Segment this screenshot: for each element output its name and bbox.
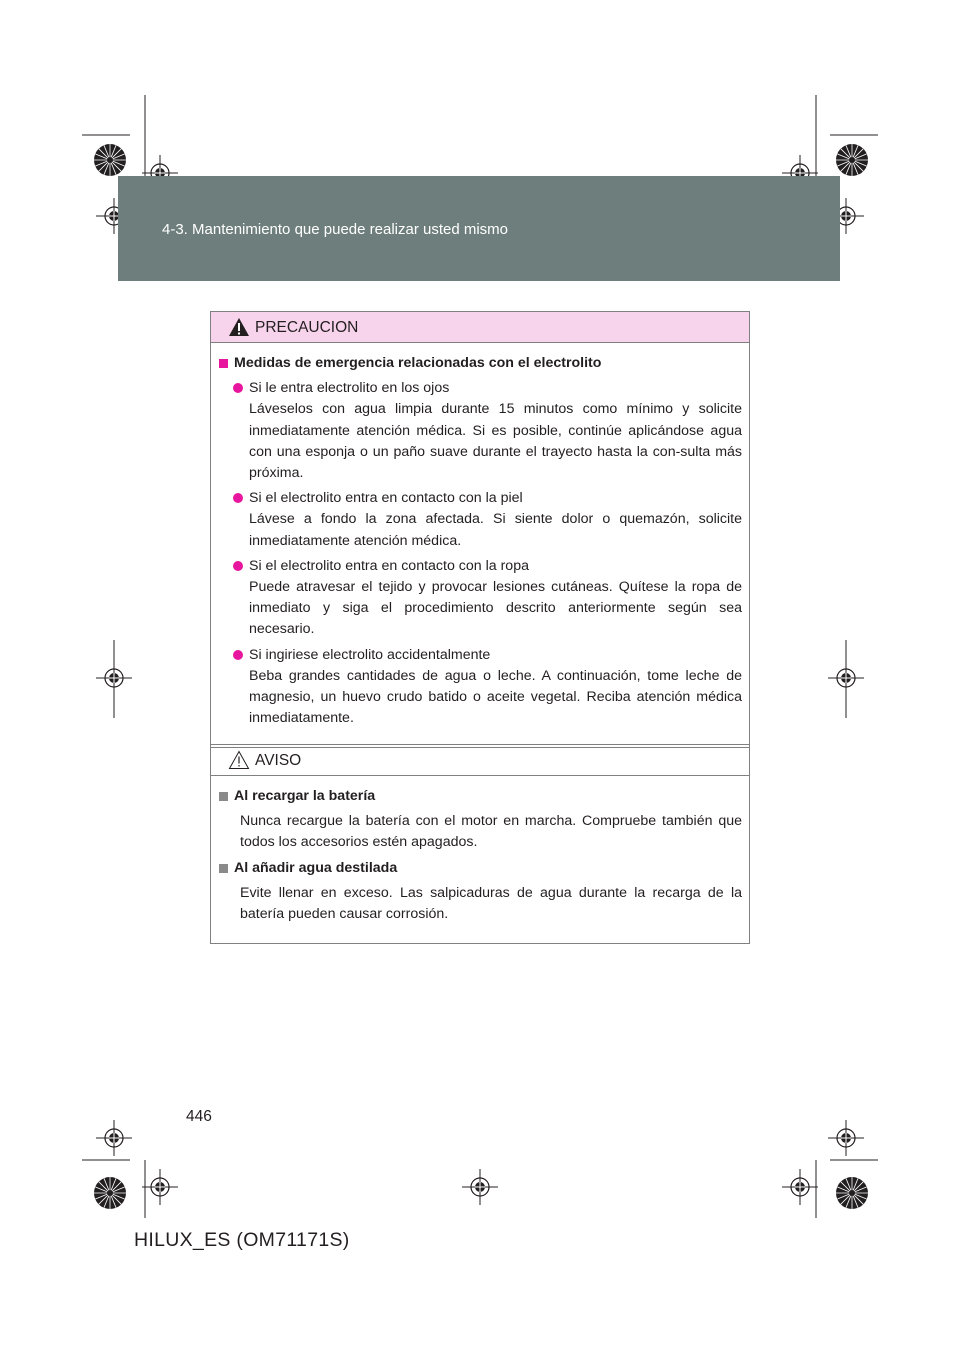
page-number: 446	[186, 1108, 212, 1125]
caution-section-heading: Medidas de emergencia relacionadas con el electrolito	[219, 353, 742, 374]
warning-triangle-filled-icon	[228, 317, 250, 337]
square-bullet-icon	[219, 864, 228, 873]
notice-box	[210, 744, 750, 944]
list-item-text: Puede atravesar el tejido y provocar lesiones cutáneas. Quítese la ropa de inmediato y siga el procedimiento descrito anteriormente según sea necesario.	[249, 579, 742, 638]
warning-triangle-outline-icon	[228, 750, 250, 770]
bullet-icon	[233, 561, 243, 571]
caution-box	[210, 311, 750, 748]
list-item-title: Si ingiriese electrolito accidentalmente	[249, 646, 491, 663]
notice-section-heading: Al añadir agua destilada	[219, 858, 742, 879]
book-info-stamp: HILUX_ES.book Page 446 Wednesday, March 23, 2011 4:15 PM	[182, 166, 497, 176]
list-item-text: Láveselos con agua limpia durante 15 minutos como mínimo y solicite inmediatamente atención médica. Si es posible, continúe aplicándose agua con una esponja o un paño suave durante el trayecto hasta la con-sulta más próxima.	[249, 401, 742, 482]
list-item	[233, 645, 742, 730]
square-bullet-icon	[219, 359, 228, 368]
caution-title: PRECAUCION	[255, 319, 359, 336]
notice-section-text: Nunca recargue la batería con el motor en marcha. Compruebe también que todos los accesorios estén apagados.	[240, 813, 742, 851]
notice-title: AVISO	[255, 752, 302, 769]
caution-box-header	[211, 312, 749, 343]
list-item	[233, 556, 742, 641]
list-item	[233, 378, 742, 484]
list-item-title: Si el electrolito entra en contacto con la piel	[249, 490, 523, 507]
section-title: 4-3. Mantenimiento que puede realizar usted mismo	[162, 221, 509, 238]
document-code: HILUX_ES (OM71171S)	[134, 1229, 350, 1251]
bullet-icon	[233, 383, 243, 393]
list-item-text: Beba grandes cantidades de agua o leche. A continuación, tome leche de magnesio, un huevo crudo batido o aceite vegetal. Reciba atención médica inmediatamente.	[249, 667, 742, 727]
bullet-icon	[233, 650, 243, 660]
list-item	[233, 488, 742, 552]
notice-box-header	[211, 745, 749, 776]
list-item-title: Si el electrolito entra en contacto con la ropa	[249, 557, 529, 574]
list-item-title: Si le entra electrolito en los ojos	[249, 380, 450, 397]
notice-section-heading: Al recargar la batería	[219, 786, 742, 807]
bullet-icon	[233, 493, 243, 503]
list-item-text: Lávese a fondo la zona afectada. Si siente dolor o quemazón, solicite inmediatamente atención médica.	[249, 511, 742, 549]
square-bullet-icon	[219, 792, 228, 801]
notice-section-text: Evite llenar en exceso. Las salpicaduras de agua durante la recarga de la batería pueden causar corrosión.	[240, 884, 742, 923]
